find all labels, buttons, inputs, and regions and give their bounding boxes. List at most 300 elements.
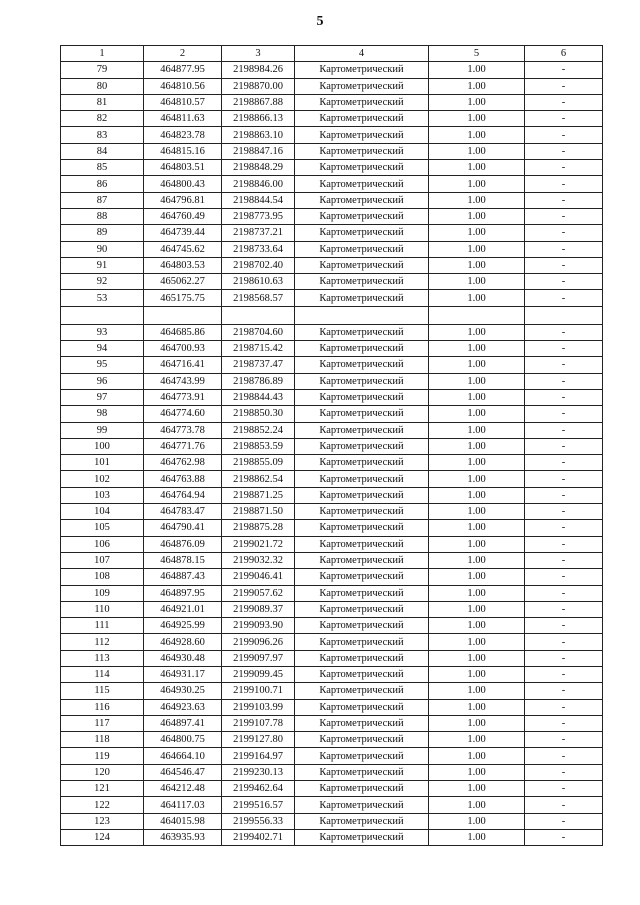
table-row	[61, 813, 603, 829]
table-cell: -	[525, 406, 603, 422]
table-cell: 79	[61, 62, 144, 78]
table-cell: Картометрический	[295, 208, 429, 224]
table-cell: 80	[61, 78, 144, 94]
table-cell: Картометрический	[295, 829, 429, 845]
table-cell: 464796.81	[144, 192, 222, 208]
table-cell: Картометрический	[295, 94, 429, 110]
table-cell: 1.00	[429, 748, 525, 764]
table-cell: 464811.63	[144, 111, 222, 127]
table-cell: 2198871.50	[222, 504, 295, 520]
table-cell: 1.00	[429, 192, 525, 208]
table-cell: -	[525, 389, 603, 405]
table-cell: -	[525, 160, 603, 176]
table-cell: 464815.16	[144, 143, 222, 159]
table-cell: -	[525, 715, 603, 731]
table-cell: 1.00	[429, 601, 525, 617]
table-cell: Картометрический	[295, 813, 429, 829]
table-cell: 106	[61, 536, 144, 552]
table-cell: Картометрический	[295, 241, 429, 257]
table-cell: 1.00	[429, 78, 525, 94]
table-cell: -	[525, 829, 603, 845]
table-cell: 1.00	[429, 111, 525, 127]
table-cell: 2198786.89	[222, 373, 295, 389]
table-cell: -	[525, 290, 603, 306]
table-cell: Картометрический	[295, 601, 429, 617]
table-cell: Картометрический	[295, 357, 429, 373]
table-cell: -	[525, 569, 603, 585]
table-cell: 464810.57	[144, 94, 222, 110]
table-cell: 2198844.54	[222, 192, 295, 208]
table-cell: Картометрический	[295, 422, 429, 438]
table-row	[61, 552, 603, 568]
table-cell: 2198850.30	[222, 406, 295, 422]
table-cell: 98	[61, 406, 144, 422]
table-cell: Картометрический	[295, 192, 429, 208]
table-row	[61, 324, 603, 340]
table-cell: 2199516.57	[222, 797, 295, 813]
table-cell: 1.00	[429, 62, 525, 78]
table-row	[61, 192, 603, 208]
table-cell: 95	[61, 357, 144, 373]
table-cell: 1.00	[429, 455, 525, 471]
table-cell: Картометрический	[295, 781, 429, 797]
table-row	[61, 764, 603, 780]
table-cell: 464923.63	[144, 699, 222, 715]
table-cell: 464117.03	[144, 797, 222, 813]
table-cell: 96	[61, 373, 144, 389]
table-cell: 464783.47	[144, 504, 222, 520]
table-cell: 1.00	[429, 143, 525, 159]
table-row	[61, 520, 603, 536]
table-cell: Картометрический	[295, 176, 429, 192]
table-cell: Картометрический	[295, 111, 429, 127]
table-cell: -	[525, 324, 603, 340]
table-cell: 107	[61, 552, 144, 568]
table-cell: 1.00	[429, 552, 525, 568]
table-cell: -	[525, 504, 603, 520]
table-cell: 2198863.10	[222, 127, 295, 143]
table-cell: 464743.99	[144, 373, 222, 389]
table-cell: Картометрический	[295, 666, 429, 682]
table-row	[61, 208, 603, 224]
table-cell: 465175.75	[144, 290, 222, 306]
table-cell: 113	[61, 650, 144, 666]
empty-cell	[222, 306, 295, 324]
table-cell: 464015.98	[144, 813, 222, 829]
table-row	[61, 373, 603, 389]
table-cell: 121	[61, 781, 144, 797]
table-cell: 2198853.59	[222, 438, 295, 454]
table-cell: 81	[61, 94, 144, 110]
table-row	[61, 62, 603, 78]
table-cell: Картометрический	[295, 764, 429, 780]
table-cell: 115	[61, 683, 144, 699]
table-cell: -	[525, 225, 603, 241]
table-cell: 2198847.16	[222, 143, 295, 159]
table-cell: 110	[61, 601, 144, 617]
table-cell: 464716.41	[144, 357, 222, 373]
table-cell: 2198855.09	[222, 455, 295, 471]
table-cell: 1.00	[429, 487, 525, 503]
table-row	[61, 536, 603, 552]
column-header: 6	[525, 46, 603, 62]
table-cell: 2198702.40	[222, 257, 295, 273]
table-cell: 2198875.28	[222, 520, 295, 536]
table-cell: 2198844.43	[222, 389, 295, 405]
table-cell: -	[525, 552, 603, 568]
table-row	[61, 357, 603, 373]
table-cell: 464931.17	[144, 666, 222, 682]
table-cell: -	[525, 683, 603, 699]
table-cell: 464800.43	[144, 176, 222, 192]
table-cell: -	[525, 618, 603, 634]
table-cell: -	[525, 781, 603, 797]
table-cell: 464771.76	[144, 438, 222, 454]
table-cell: 2199057.62	[222, 585, 295, 601]
table-cell: -	[525, 78, 603, 94]
table-cell: 1.00	[429, 536, 525, 552]
table-cell: Картометрический	[295, 715, 429, 731]
table-cell: 464810.56	[144, 78, 222, 94]
table-cell: 1.00	[429, 504, 525, 520]
table-cell: 1.00	[429, 699, 525, 715]
table-cell: Картометрический	[295, 341, 429, 357]
table-cell: 464546.47	[144, 764, 222, 780]
table-cell: 1.00	[429, 208, 525, 224]
table-cell: Картометрический	[295, 324, 429, 340]
table-cell: 464930.48	[144, 650, 222, 666]
empty-cell	[429, 306, 525, 324]
table-cell: 465062.27	[144, 274, 222, 290]
table-cell: 2198737.21	[222, 225, 295, 241]
table-cell: 2199032.32	[222, 552, 295, 568]
table-cell: 1.00	[429, 520, 525, 536]
table-cell: 2199100.71	[222, 683, 295, 699]
table-row	[61, 781, 603, 797]
table-cell: 1.00	[429, 569, 525, 585]
group-separator-row	[61, 306, 603, 324]
table-cell: -	[525, 699, 603, 715]
table-cell: -	[525, 341, 603, 357]
table-cell: 464800.75	[144, 732, 222, 748]
table-cell: 1.00	[429, 422, 525, 438]
empty-cell	[525, 306, 603, 324]
empty-cell	[61, 306, 144, 324]
table-cell: Картометрический	[295, 160, 429, 176]
table-row	[61, 471, 603, 487]
table-cell: -	[525, 373, 603, 389]
table-cell: -	[525, 192, 603, 208]
table-row	[61, 732, 603, 748]
table-cell: 1.00	[429, 813, 525, 829]
table-row	[61, 111, 603, 127]
table-cell: -	[525, 241, 603, 257]
table-cell: 92	[61, 274, 144, 290]
table-cell: 104	[61, 504, 144, 520]
table-cell: 1.00	[429, 438, 525, 454]
table-cell: 82	[61, 111, 144, 127]
table-cell: -	[525, 650, 603, 666]
table-cell: -	[525, 732, 603, 748]
column-header: 4	[295, 46, 429, 62]
table-cell: 116	[61, 699, 144, 715]
table-cell: 85	[61, 160, 144, 176]
table-cell: 97	[61, 389, 144, 405]
table-cell: -	[525, 62, 603, 78]
table-cell: 2198715.42	[222, 341, 295, 357]
table-cell: 2198862.54	[222, 471, 295, 487]
table-cell: 1.00	[429, 471, 525, 487]
table-row	[61, 829, 603, 845]
table-row	[61, 127, 603, 143]
table-cell: 464773.78	[144, 422, 222, 438]
table-cell: Картометрический	[295, 455, 429, 471]
table-cell: 2199096.26	[222, 634, 295, 650]
column-header: 5	[429, 46, 525, 62]
table-cell: Картометрический	[295, 732, 429, 748]
table-cell: 111	[61, 618, 144, 634]
table-row	[61, 257, 603, 273]
table-cell: 123	[61, 813, 144, 829]
table-row	[61, 341, 603, 357]
table-row	[61, 666, 603, 682]
table-cell: Картометрический	[295, 127, 429, 143]
table-row	[61, 748, 603, 764]
table-cell: 2198984.26	[222, 62, 295, 78]
table-cell: -	[525, 471, 603, 487]
table-cell: 2198866.13	[222, 111, 295, 127]
table-cell: 2198610.63	[222, 274, 295, 290]
table-cell: 2199107.78	[222, 715, 295, 731]
table-row	[61, 634, 603, 650]
table-cell: 464664.10	[144, 748, 222, 764]
table-cell: 1.00	[429, 341, 525, 357]
table-cell: 464878.15	[144, 552, 222, 568]
table-cell: 2199021.72	[222, 536, 295, 552]
table-cell: -	[525, 94, 603, 110]
table-cell: Картометрический	[295, 650, 429, 666]
table-cell: 464762.98	[144, 455, 222, 471]
table-cell: 1.00	[429, 241, 525, 257]
table-cell: 464790.41	[144, 520, 222, 536]
table-cell: Картометрический	[295, 274, 429, 290]
table-cell: 87	[61, 192, 144, 208]
table-row	[61, 176, 603, 192]
table-row	[61, 699, 603, 715]
table-row	[61, 650, 603, 666]
table-cell: 1.00	[429, 290, 525, 306]
table-cell: 91	[61, 257, 144, 273]
table-cell: -	[525, 455, 603, 471]
table-row	[61, 487, 603, 503]
table-cell: 88	[61, 208, 144, 224]
table-cell: 108	[61, 569, 144, 585]
table-cell: 1.00	[429, 225, 525, 241]
column-header: 1	[61, 46, 144, 62]
table-cell: -	[525, 357, 603, 373]
table-cell: 464764.94	[144, 487, 222, 503]
table-cell: -	[525, 111, 603, 127]
table-cell: Картометрический	[295, 536, 429, 552]
table-cell: 464876.09	[144, 536, 222, 552]
table-cell: 1.00	[429, 781, 525, 797]
table-row	[61, 569, 603, 585]
table-cell: Картометрический	[295, 683, 429, 699]
table-cell: 464897.41	[144, 715, 222, 731]
table-cell: 1.00	[429, 127, 525, 143]
table-cell: 124	[61, 829, 144, 845]
table-cell: 2199127.80	[222, 732, 295, 748]
table-cell: Картометрический	[295, 406, 429, 422]
table-cell: 89	[61, 225, 144, 241]
table-cell: 2199556.33	[222, 813, 295, 829]
table-cell: -	[525, 176, 603, 192]
table-cell: Картометрический	[295, 520, 429, 536]
table-cell: 464928.60	[144, 634, 222, 650]
table-cell: 1.00	[429, 829, 525, 845]
table-cell: 464774.60	[144, 406, 222, 422]
column-header: 3	[222, 46, 295, 62]
table-cell: 2198871.25	[222, 487, 295, 503]
table-cell: 114	[61, 666, 144, 682]
table-cell: 90	[61, 241, 144, 257]
table-cell: 101	[61, 455, 144, 471]
table-row	[61, 94, 603, 110]
table-cell: 1.00	[429, 389, 525, 405]
table-cell: Картометрический	[295, 699, 429, 715]
table-cell: 464803.51	[144, 160, 222, 176]
table-cell: 1.00	[429, 585, 525, 601]
table-row	[61, 715, 603, 731]
table-row	[61, 160, 603, 176]
table-cell: 2199089.37	[222, 601, 295, 617]
table-cell: 120	[61, 764, 144, 780]
table-cell: Картометрический	[295, 634, 429, 650]
table-cell: -	[525, 274, 603, 290]
table-cell: -	[525, 748, 603, 764]
table-cell: 118	[61, 732, 144, 748]
table-cell: 2199093.90	[222, 618, 295, 634]
table-cell: 2199462.64	[222, 781, 295, 797]
table-cell: 100	[61, 438, 144, 454]
table-cell: Картометрический	[295, 748, 429, 764]
table-cell: 93	[61, 324, 144, 340]
table-cell: -	[525, 666, 603, 682]
table-cell: -	[525, 585, 603, 601]
table-cell: Картометрический	[295, 487, 429, 503]
table-cell: -	[525, 634, 603, 650]
table-cell: 1.00	[429, 324, 525, 340]
table-row	[61, 389, 603, 405]
table-cell: Картометрический	[295, 618, 429, 634]
table-row	[61, 274, 603, 290]
table-cell: -	[525, 127, 603, 143]
table-cell: 1.00	[429, 666, 525, 682]
table-cell: 2198733.64	[222, 241, 295, 257]
table-cell: -	[525, 797, 603, 813]
table-cell: 464212.48	[144, 781, 222, 797]
table-row	[61, 618, 603, 634]
table-cell: 2199402.71	[222, 829, 295, 845]
table-cell: 1.00	[429, 764, 525, 780]
table-cell: 1.00	[429, 634, 525, 650]
table-cell: 2199099.45	[222, 666, 295, 682]
table-cell: 1.00	[429, 176, 525, 192]
table-cell: 464739.44	[144, 225, 222, 241]
table-cell: 464897.95	[144, 585, 222, 601]
table-row	[61, 797, 603, 813]
table-row	[61, 143, 603, 159]
table-cell: Картометрический	[295, 569, 429, 585]
table-cell: 86	[61, 176, 144, 192]
table-cell: 122	[61, 797, 144, 813]
table-cell: 463935.93	[144, 829, 222, 845]
table-row	[61, 683, 603, 699]
table-cell: Картометрический	[295, 552, 429, 568]
table-cell: 2199046.41	[222, 569, 295, 585]
table-cell: 84	[61, 143, 144, 159]
table-cell: 2199103.99	[222, 699, 295, 715]
table-cell: -	[525, 813, 603, 829]
table-cell: Картометрический	[295, 797, 429, 813]
table-cell: 464925.99	[144, 618, 222, 634]
table-cell: 94	[61, 341, 144, 357]
table-row	[61, 225, 603, 241]
table-cell: Картометрический	[295, 585, 429, 601]
table-cell: 2198852.24	[222, 422, 295, 438]
table-row	[61, 78, 603, 94]
table-cell: Картометрический	[295, 62, 429, 78]
table-cell: -	[525, 422, 603, 438]
table-cell: 464685.86	[144, 324, 222, 340]
table-cell: -	[525, 257, 603, 273]
table-cell: 464877.95	[144, 62, 222, 78]
table-cell: 1.00	[429, 94, 525, 110]
table-cell: 1.00	[429, 650, 525, 666]
table-cell: Картометрический	[295, 143, 429, 159]
table-header-row	[61, 46, 603, 62]
table-row	[61, 455, 603, 471]
table-cell: 2198867.88	[222, 94, 295, 110]
table-cell: 2198848.29	[222, 160, 295, 176]
table-cell: 464773.91	[144, 389, 222, 405]
table-cell: 2198704.60	[222, 324, 295, 340]
table-cell: 1.00	[429, 732, 525, 748]
table-cell: 464887.43	[144, 569, 222, 585]
table-cell: 464760.49	[144, 208, 222, 224]
table-row	[61, 601, 603, 617]
table-cell: 83	[61, 127, 144, 143]
table-cell: -	[525, 536, 603, 552]
table-cell: 1.00	[429, 406, 525, 422]
table-cell: Картометрический	[295, 225, 429, 241]
table-cell: -	[525, 143, 603, 159]
table-cell: 2198846.00	[222, 176, 295, 192]
table-cell: 1.00	[429, 257, 525, 273]
table-cell: -	[525, 438, 603, 454]
coordinates-table	[60, 45, 603, 846]
table-cell: Картометрический	[295, 504, 429, 520]
table-cell: 2198773.95	[222, 208, 295, 224]
table-cell: 2199230.13	[222, 764, 295, 780]
table-cell: 109	[61, 585, 144, 601]
table-cell: -	[525, 487, 603, 503]
table-cell: 1.00	[429, 683, 525, 699]
table-cell: 1.00	[429, 274, 525, 290]
table-row	[61, 504, 603, 520]
table-cell: 464921.01	[144, 601, 222, 617]
table-cell: -	[525, 601, 603, 617]
